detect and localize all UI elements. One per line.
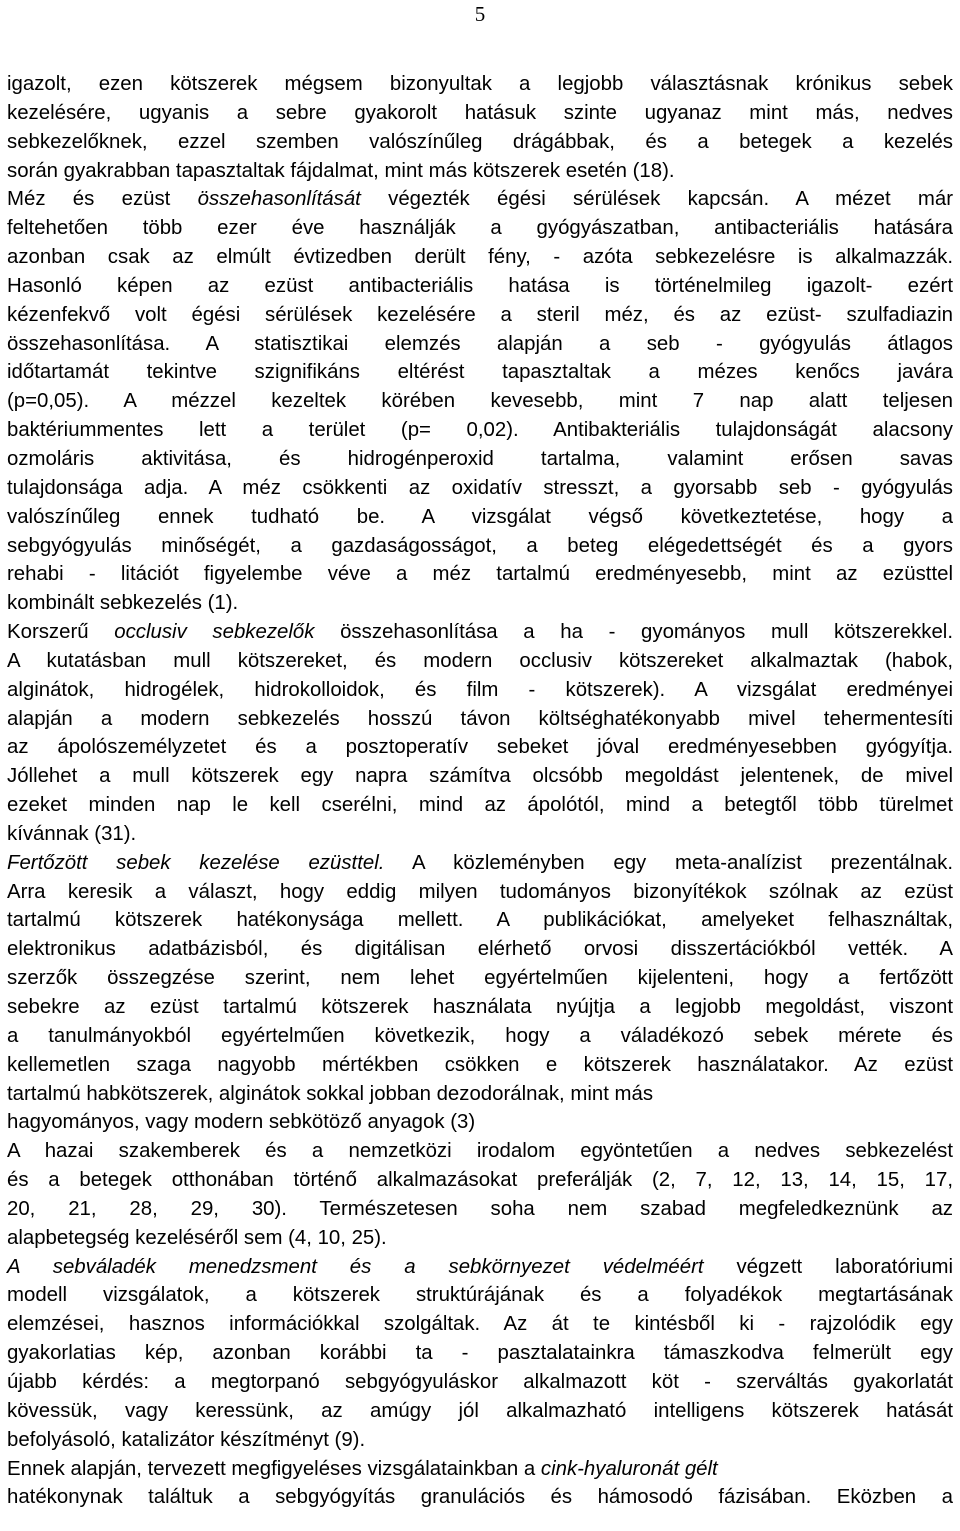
text-segment: hatékonynak találtuk a sebgyógyítás granulációs és hámosodó fázisában. Eközben a xyxy=(7,1486,953,1509)
text-segment: baktériummentes lett a terület (p= 0,02). Antibakteriális tulajdonságát alacsony xyxy=(7,419,953,442)
text-line xyxy=(7,560,953,589)
text-line xyxy=(7,474,953,503)
text-segment: alapján a modern sebkezelés hosszú távon költséghatékonyabb mivel tehermentesíti xyxy=(7,707,953,730)
text-line xyxy=(7,1022,953,1051)
italic-text-segment: Fertőzött sebek kezelése ezüsttel. xyxy=(7,851,385,874)
text-segment: összehasonlítása a ha - gyományos mull kötszerekkel. xyxy=(314,621,953,644)
text-segment: elemzései, hasznos információkkal szolgáltak. Az át te kintésből ki - rajzolódik egy xyxy=(7,1313,953,1336)
text-segment: kombinált sebkezelés (1). xyxy=(7,592,239,615)
text-line xyxy=(7,1426,953,1455)
text-line xyxy=(7,1397,953,1426)
text-line xyxy=(7,1483,953,1512)
text-segment: modell vizsgálatok, a kötszerek struktúrájának és a folyadékok megtartásának xyxy=(7,1284,953,1307)
text-segment: kövessük, vagy keressünk, az amúgy jól alkalmazható intelligens kötszerek hatását xyxy=(7,1399,953,1422)
text-line xyxy=(7,791,953,820)
text-line xyxy=(7,1310,953,1339)
text-segment: rehabi - litációt figyelembe véve a méz tartalmú eredményesebb, mint az ezüsttel xyxy=(7,563,953,586)
text-segment: feltehetően több ezer éve használják a gyógyászatban, antibacteriális hatására xyxy=(7,217,953,240)
text-line xyxy=(7,964,953,993)
text-segment: kívánnak (31). xyxy=(7,822,137,845)
text-line xyxy=(7,935,953,964)
text-segment: végzett laboratóriumi xyxy=(703,1255,953,1278)
text-segment: időtartamát tekintve szignifikáns eltérést tapasztaltak a mézes kenőcs javára xyxy=(7,361,953,384)
text-segment: kellemetlen szaga nagyobb mértékben csökken e kötszerek használatakor. Az ezüst xyxy=(7,1053,953,1076)
text-segment: tartalmú habkötszerek, alginátok sokkal jobban dezodorálnak, mint más xyxy=(7,1082,654,1105)
text-segment: összehasonlítása. A statisztikai elemzés alapján a seb - gyógyulás átlagos xyxy=(7,332,953,355)
text-line xyxy=(7,445,953,474)
page-number: 5 xyxy=(474,2,486,26)
italic-text-segment: összehasonlítását xyxy=(197,188,361,211)
text-line xyxy=(7,1224,953,1253)
text-segment: sebgyógyulás minőségét, a gazdaságosságot, a beteg elégedettségét és a gyors xyxy=(7,534,953,557)
text-segment: A közleményben egy meta-analízist prezentálnak. xyxy=(384,851,953,874)
text-line xyxy=(7,705,953,734)
text-line xyxy=(7,820,953,849)
text-segment: kezelésére, ugyanis a sebre gyakorolt hatásuk szinte ugyanaz mint más, nedves xyxy=(7,101,953,124)
text-line xyxy=(7,70,953,99)
text-line xyxy=(7,762,953,791)
text-segment: sebekre az ezüst tartalmú kötszerek használata nyújtja a legjobb megoldást, viszont xyxy=(7,996,953,1018)
text-segment: újabb kérdés: a megtorpanó sebgyógyuláskor alkalmazott köt - szerváltás gyakorlatát xyxy=(7,1370,953,1393)
text-segment: Arra keresik a választ, hogy eddig milyen tudományos bizonyítékok szólnak az ezüst xyxy=(7,880,953,903)
text-segment: gyakorlatias kép, azonban korábbi ta - pasztalatainkra támaszkodva felmerült egy xyxy=(7,1342,953,1365)
text-line xyxy=(7,647,953,676)
text-line xyxy=(7,330,953,359)
text-line xyxy=(7,243,953,272)
text-line xyxy=(7,128,953,157)
text-segment: befolyásoló, katalizátor készítményt (9). xyxy=(7,1428,366,1451)
text-segment: (p=0,05). A mézzel kezeltek körében kevesebb, mint 7 nap alatt teljesen xyxy=(7,390,953,413)
text-line xyxy=(7,1195,953,1224)
text-line xyxy=(7,1281,953,1310)
text-segment: A hazai szakemberek és a nemzetközi irodalom egyöntetűen a nedves sebkezelést xyxy=(7,1140,953,1163)
text-line xyxy=(7,503,953,532)
italic-text-segment: occlusiv sebkezelők xyxy=(114,621,315,644)
text-line xyxy=(7,387,953,416)
text-segment: Ennek alapján, tervezett megfigyeléses vizsgálatainkban a xyxy=(7,1457,541,1480)
text-segment: sebkezelőknek, ezzel szemben valószínűleg drágábbak, és a betegek a kezelés xyxy=(7,130,953,153)
text-segment: végezték égési sérülések kapcsán. A mézet már xyxy=(360,188,954,211)
text-segment: tulajdonsága adja. A méz csökkenti az oxidatív stresszt, a gyorsabb seb - gyógyulás xyxy=(7,476,953,499)
text-segment: alapbetegség kezeléséről sem (4, 10, 25). xyxy=(7,1226,387,1249)
text-line xyxy=(7,416,953,445)
text-segment: a tanulmányokból egyértelműen következik, hogy a váladékozó sebek mérete és xyxy=(7,1024,953,1047)
text-line xyxy=(7,618,953,647)
text-segment: elektronikus adatbázisból, és digitálisan elérhető orvosi disszertációkból vették. A xyxy=(7,938,953,961)
text-line xyxy=(7,906,953,935)
text-line xyxy=(7,358,953,387)
text-line xyxy=(7,589,953,618)
text-line xyxy=(7,733,953,762)
text-line xyxy=(7,99,953,128)
text-line xyxy=(7,1455,953,1484)
text-line xyxy=(7,1253,953,1282)
text-line xyxy=(7,272,953,301)
text-line xyxy=(7,1166,953,1195)
text-line xyxy=(7,214,953,243)
italic-text-segment: A sebváladék menedzsment és a sebkörnyezet védelméért xyxy=(7,1255,704,1278)
text-line xyxy=(7,1339,953,1368)
text-segment: tartalmú kötszerek hatékonysága mellett. A publikációkat, amelyeket felhasználtak, xyxy=(7,909,953,932)
text-segment: ezeket minden nap le kell cserélni, mind az ápolótól, mind a betegtől több türelmet xyxy=(7,794,953,817)
text-line xyxy=(7,1368,953,1397)
text-segment: igazolt, ezen kötszerek mégsem bizonyultak a legjobb választásnak krónikus sebek xyxy=(7,73,953,95)
text-line xyxy=(7,993,953,1022)
text-segment: ozmoláris aktivitása, és hidrogénperoxid tartalma, valamint erősen savas xyxy=(7,447,953,470)
text-line xyxy=(7,157,953,186)
text-segment: szerzők összegzése szerint, nem lehet egyértelműen kijelenteni, hogy a fertőzött xyxy=(7,967,953,990)
text-line xyxy=(7,1108,953,1137)
text-segment: az ápolószemélyzetet és a posztoperatív sebeket jóval eredményesebben gyógyítja. xyxy=(7,736,953,759)
document-body xyxy=(7,70,953,1512)
text-segment: Méz és ezüst xyxy=(7,188,198,211)
text-segment: valószínűleg ennek tudható be. A vizsgálat végső következtetése, hogy a xyxy=(7,505,953,528)
text-line xyxy=(7,1051,953,1080)
text-line xyxy=(7,878,953,907)
text-line xyxy=(7,185,953,214)
text-segment: kézenfekvő volt égési sérülések kezelésére a steril méz, és az ezüst- szulfadiazin xyxy=(7,303,953,326)
text-segment: Korszerű xyxy=(7,621,115,644)
text-line xyxy=(7,849,953,878)
text-segment: Jóllehet a mull kötszerek egy napra számítva olcsóbb megoldást jelentenek, de mivel xyxy=(7,765,953,788)
italic-text-segment: cink-hyaluronát gélt xyxy=(540,1457,718,1480)
text-segment: során gyakrabban tapasztaltak fájdalmat, mint más kötszerek esetén (18). xyxy=(7,159,675,182)
text-line xyxy=(7,532,953,561)
text-segment: hagyományos, vagy modern sebkötöző anyagok (3) xyxy=(7,1111,476,1134)
text-segment: 20, 21, 28, 29, 30). Természetesen soha nem szabad megfeledkeznünk az xyxy=(7,1197,953,1220)
text-line xyxy=(7,676,953,705)
text-segment: azonban csak az elmúlt évtizedben derült fény, - azóta sebkezelésre is alkalmazzák. xyxy=(7,246,953,269)
text-segment: alginátok, hidrogélek, hidrokolloidok, és film - kötszerek). A vizsgálat eredményei xyxy=(7,678,953,701)
text-line xyxy=(7,301,953,330)
text-line xyxy=(7,1080,953,1109)
text-segment: Hasonló képen az ezüst antibacteriális hatása is történelmileg igazolt- ezért xyxy=(7,274,953,297)
text-segment: A kutatásban mull kötszereket, és modern occlusiv kötszereket alkalmaztak (habok, xyxy=(7,649,953,672)
text-segment: és a betegek otthonában történő alkalmazásokat preferálják (2, 7, 12, 13, 14, 15, 17, xyxy=(7,1169,953,1192)
text-line xyxy=(7,1137,953,1166)
